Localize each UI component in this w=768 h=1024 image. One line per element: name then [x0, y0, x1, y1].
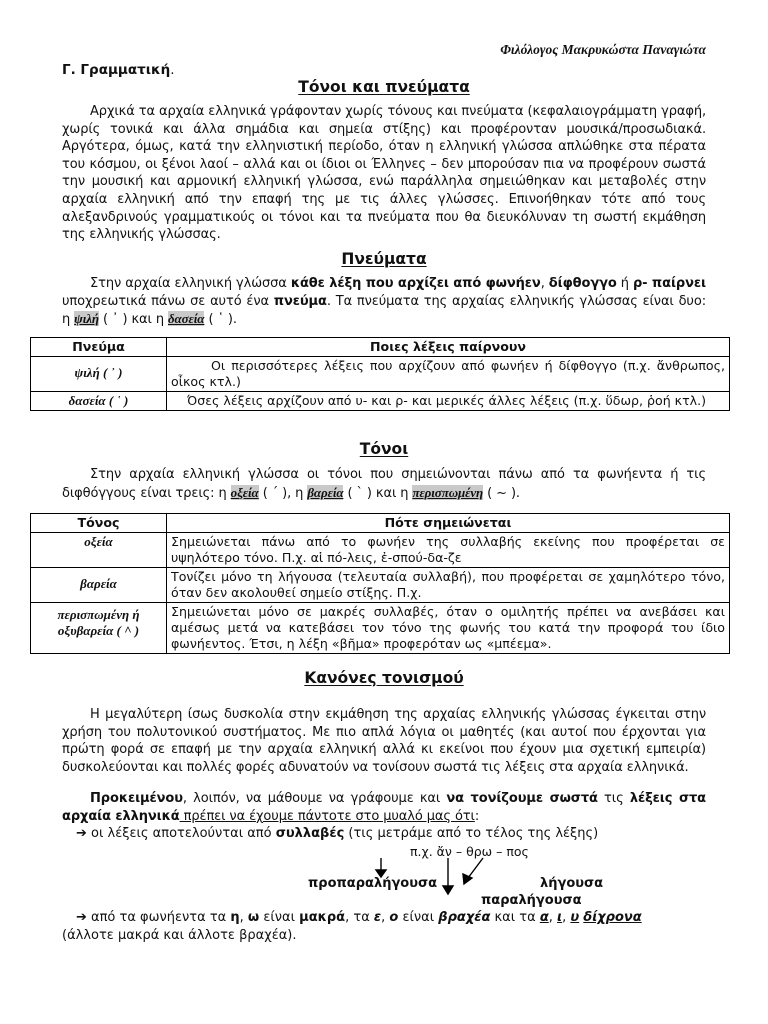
bullet-syllables: [76, 826, 598, 841]
table-cell-desc: Τονίζει μόνο τη λήγουσα (τελευταία συλλαβή), που προφέρεται σε χαμηλότερο τόνο, όταν δεν ακολουθεί σημείο στίξης. Π.χ.: [167, 568, 730, 603]
text-run: τις: [597, 791, 630, 806]
text-run: (άλλοτε μακρά και άλλοτε βραχέα).: [62, 928, 297, 943]
arrowhead-penult: [443, 886, 453, 894]
cell-text: ψιλή: [74, 365, 100, 380]
text-run: , τα: [345, 910, 374, 925]
table-row: [31, 533, 730, 568]
table-cell-desc: Σημειώνεται πάνω από το φωνήεν της συλλαβής εκείνης που προφέρεται σε υψηλότερο τόνο. Π.χ. αἱ πό-λεις, ἐ-σπού-δα-ζε: [167, 533, 730, 568]
section-label: [62, 62, 175, 78]
text-run: (τις μετράμε από το τέλος της λέξης): [344, 826, 599, 841]
arrow-ultima: [468, 858, 483, 878]
cell-text: περισπωμένη ή οξυβαρεία: [57, 607, 140, 638]
arrow-right-icon: ➔: [76, 910, 87, 925]
perispomeni-term: περισπωμένη: [412, 484, 484, 500]
table-cell-name: [31, 357, 167, 392]
pneumata-table: [30, 337, 730, 411]
text-run-bold: πνεύμα: [273, 293, 327, 309]
column-header: Τόνος: [31, 514, 167, 533]
arrow-right-icon: ➔: [76, 826, 87, 841]
section-label-text: Γ. Γραμματική: [62, 62, 171, 78]
vowel-ypsilon: υ: [570, 910, 580, 925]
vowel-iota: ι: [557, 910, 563, 925]
table-row: [31, 568, 730, 603]
section-label-dot: .: [170, 62, 175, 78]
text-run-bold: δίφθογγο: [548, 276, 617, 291]
text-run: ( ᾿ ) και η: [98, 312, 168, 328]
table-cell-name: βαρεία: [31, 568, 167, 603]
text-run-bold: να τονίζουμε σωστά: [446, 791, 598, 806]
cell-mark: ( ^ ): [113, 623, 140, 638]
tonoi-heading: Τόνοι: [359, 440, 409, 458]
text-run: Στην αρχαία ελληνική γλώσσα: [90, 276, 291, 291]
text-run: από τα φωνήεντα τα: [86, 910, 231, 925]
vowel-omicron: ο: [389, 910, 399, 925]
author-name: Φιλόλογος Μακρυκώστα Παναγιώτα: [500, 42, 706, 57]
table-cell-name: [31, 392, 167, 411]
cell-text: δασεία: [68, 393, 106, 408]
vareia-term: βαρεία: [307, 484, 344, 500]
daseia-term: δασεία: [168, 311, 205, 327]
table-row: [31, 603, 730, 654]
text-run: . Τα πνεύματα της αρχαίας ελληνικής γλώσσας είναι δυο: η: [62, 293, 706, 328]
column-header: Πότε σημειώνεται: [167, 514, 730, 533]
pneumata-paragraph: [62, 275, 706, 329]
kanones-paragraph-2: [62, 790, 706, 825]
text-run: ( ` ) και η: [343, 485, 413, 501]
text-run: ( ~ ).: [483, 485, 520, 501]
cell-mark: ( ῾ ): [105, 393, 129, 408]
vowel-eta: η: [230, 910, 240, 925]
label-penult: παραλήγουσα: [481, 893, 582, 908]
text-run: είναι: [259, 910, 300, 925]
tonoi-paragraph: [62, 466, 706, 502]
label-antepenult: προπαραλήγουσα: [308, 876, 438, 891]
vowel-omega: ω: [247, 910, 260, 925]
table-cell-desc: Όσες λέξεις αρχίζουν από υ- και ρ- και μερικές άλλες λέξεις (π.χ. ὕδωρ, ῥοή κτλ.): [167, 392, 730, 411]
text-run: οι λέξεις αποτελούνται από: [86, 826, 276, 841]
text-run: :: [474, 808, 480, 824]
table-header-row: [31, 514, 730, 533]
text-run: είναι: [398, 910, 439, 925]
table-cell-desc: Σημειώνεται μόνο σε μακρές συλλαβές, όταν ο ομιλητής πρέπει να ανεβάσει και αμέσως μετά να κατεβάσει τον τόνο της φωνής του κατά την προφορά του ίδιο φωνήεντος. Έτσι, η λέξη «βῆμα» προφερόταν ως «μπέεμα».: [167, 603, 730, 654]
oxeia-term: οξεία: [230, 484, 259, 500]
psili-term: ψιλή: [74, 311, 99, 327]
table-header-row: [31, 338, 730, 357]
page-title: Τόνοι και πνεύματα: [298, 78, 470, 96]
text-run-bold: δίχρονα: [583, 910, 642, 925]
tonoi-table: [30, 513, 730, 654]
text-run-underlined: πρέπει να έχουμε πάντοτε στο μυαλό μας ότι: [179, 808, 475, 824]
example-word: π.χ. ἄν – θρω – πος: [410, 844, 529, 859]
text-run-bold: Προκειμένου: [90, 791, 183, 806]
text-run: και τα: [490, 910, 540, 925]
intro-paragraph: Αρχικά τα αρχαία ελληνικά γράφονταν χωρίς τόνους και πνεύματα (κεφαλαιογράμματη γραφή, χωρίς τονικά και άλλα σημάδια και σημεία στίξης) και προφέρονταν μουσικά/προσωδιακά. Αργότερα, όμως, κατά την ελληνιστική περίοδο, όταν η ελληνική γλώσσα απλώθηκε στα πέρατα του κόσμου, οι ξένοι λαοί – αλλά και οι ίδιοι οι Έλληνες – δεν μπορούσαν πια να προφέρουν σωστά την μουσική και αρμονική ελληνική γλώσσα, ενώ παράλληλα σημειώθηκαν και μεταβολές στην αρχαία ελληνική από την επαφή της με τις άλλες γλώσσες. Επινοήθηκαν τότε από τους αλεξανδρινούς γραμματικούς οι τόνοι και τα πνεύματα που θα διευκόλυναν τη σωστή εκμάθηση της ελληνικής γλώσσας.: [62, 104, 706, 243]
text-run: ,: [239, 910, 248, 925]
text-run-bold: λέξεις στα αρχαία ελληνικά: [62, 791, 707, 824]
text-run-bold: συλλαβές: [275, 826, 345, 841]
pneumata-heading: Πνεύματα: [341, 250, 427, 268]
table-cell-name: [31, 603, 167, 654]
text-run-bold: βραχέα: [438, 910, 491, 925]
label-ultima: λήγουσα: [540, 876, 604, 891]
table-cell-desc: Οι περισσότερες λέξεις που αρχίζουν από φωνήεν ή δίφθογγο (π.χ. ἄνθρωπος, οἶκος κτλ.): [167, 357, 730, 392]
vowel-epsilon: ε: [373, 910, 382, 925]
text-run: ( ῾ ).: [204, 312, 237, 328]
bullet-vowels: ➔ από τα φωνήεντα τα η, ω είναι μακρά, τα ε, ο είναι βραχέα και τα α, ι, υ δίχρονα (άλλοτε μακρά και άλλοτε βραχέα).: [62, 910, 642, 943]
table-cell-name: οξεία: [31, 533, 167, 568]
column-header: Πνεύμα: [31, 338, 167, 357]
text-run: ,: [540, 276, 549, 291]
text-run: υποχρεωτικά πάνω σε αυτό ένα: [62, 293, 274, 309]
kanones-heading: Κανόνες τονισμού: [304, 669, 464, 687]
cell-mark: ( ᾿ ): [99, 365, 123, 380]
table-row: [31, 357, 730, 392]
kanones-paragraph-1: Η μεγαλύτερη ίσως δυσκολία στην εκμάθηση της αρχαίας ελληνικής γλώσσας έγκειται στην χρήση του πολυτονικού συστήματος. Με πιο απλά λόγια οι μαθητές (και αυτοί που έρχονται για πρώτη φορά σε επαφή με την αρχαία ελληνική αλλά κι εκείνοι που έχουν μια σχετική εμπειρία) δυσκολεύονται και πολλές φορές αδυνατούν να τονίσουν σωστά τις λέξεις στα αρχαία ελληνικά.: [62, 707, 706, 775]
text-run: ή: [616, 276, 633, 291]
text-run-bold: κάθε λέξη που αρχίζει από φωνήεν: [290, 276, 541, 291]
text-run: ,: [381, 910, 390, 925]
text-run: , λοιπόν, να μάθουμε να γράφουμε και: [182, 791, 447, 806]
text-run-bold: μακρά: [299, 910, 346, 925]
text-run: Στην αρχαία ελληνική γλώσσα οι τόνοι που σημειώνονται πάνω από τα φωνήεντα ή τις διφθόγγους είναι τρεις: η: [62, 467, 706, 501]
column-header: Ποιες λέξεις παίρνουν: [167, 338, 730, 357]
vowel-alpha: α: [539, 910, 549, 925]
table-row: [31, 392, 730, 411]
text-run: ( ´ ), η: [258, 485, 308, 501]
text-run-bold: ρ- παίρνει: [632, 276, 706, 291]
